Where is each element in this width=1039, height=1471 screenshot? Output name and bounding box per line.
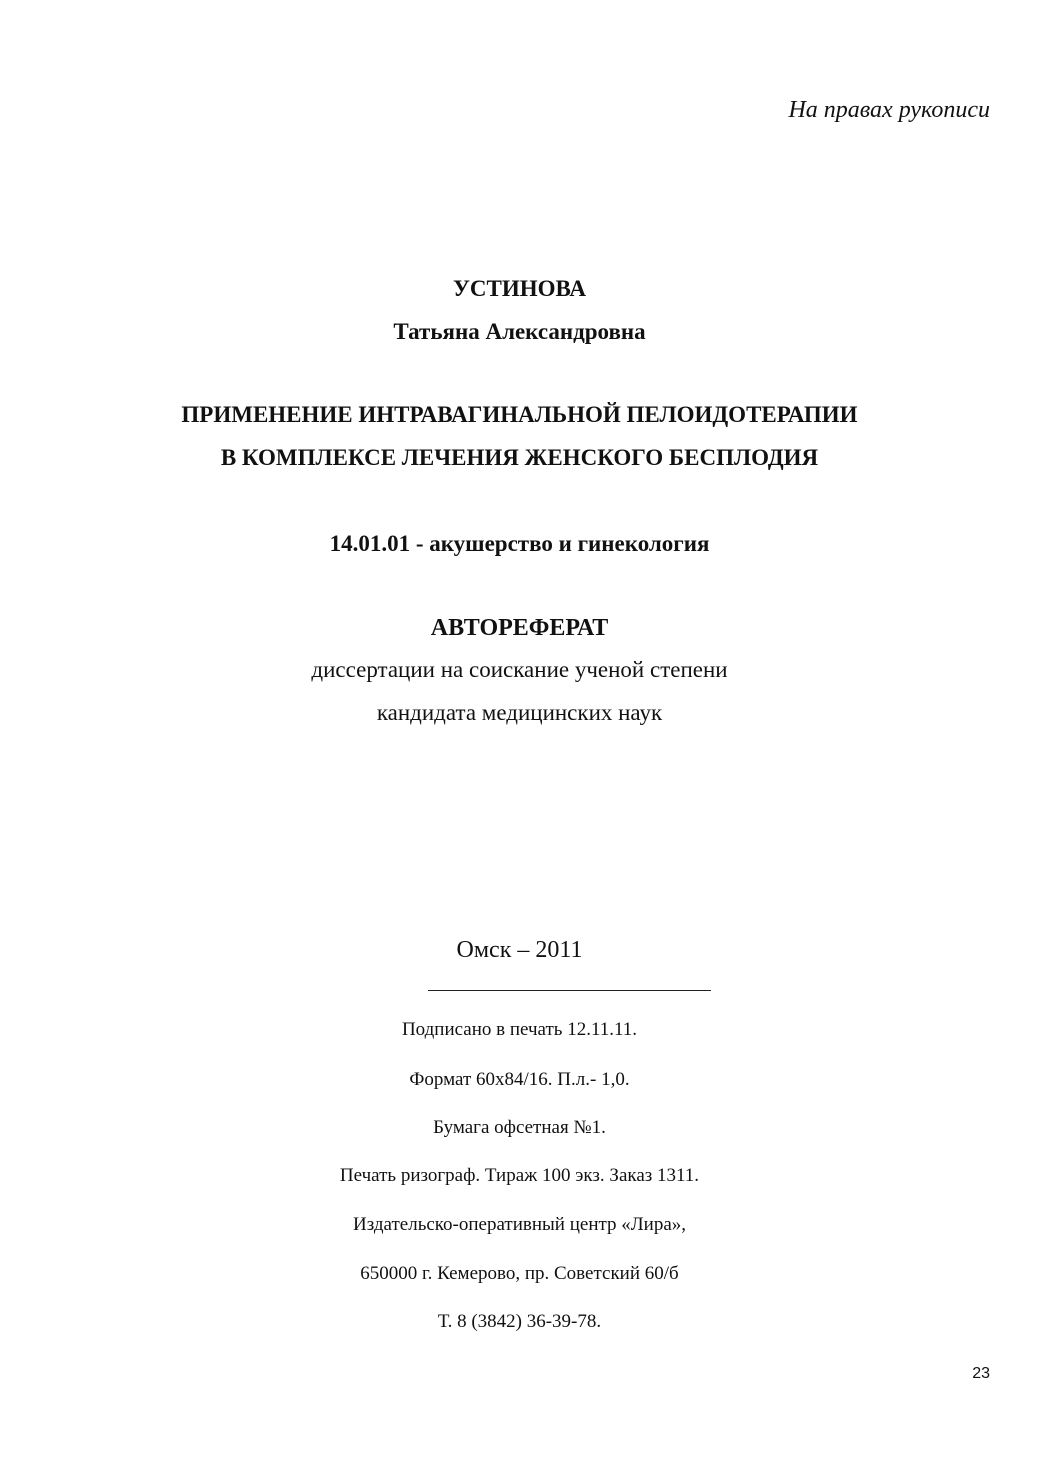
manuscript-note: На правах рукописи bbox=[788, 97, 990, 123]
document-type-heading: АВТОРЕФЕРАТ bbox=[430, 615, 609, 641]
author-surname: УСТИНОВА bbox=[452, 276, 586, 301]
title-line-2: В КОМПЛЕКСЕ ЛЕЧЕНИЯ ЖЕНСКОГО БЕСПЛОДИЯ bbox=[220, 445, 819, 470]
specialty: 14.01.01 - акушерство и гинекология bbox=[329, 531, 710, 556]
imprint-line: Формат 60х84/16. П.л.- 1,0. bbox=[409, 1069, 630, 1090]
place-year: Омск – 2011 bbox=[456, 937, 583, 963]
imprint-line: Печать ризограф. Тираж 100 экз. Заказ 1311. bbox=[339, 1165, 700, 1186]
imprint-line: Бумага офсетная №1. bbox=[433, 1117, 606, 1138]
page-number: 23 bbox=[972, 1365, 990, 1382]
imprint-line: Т. 8 (3842) 36-39-78. bbox=[437, 1311, 602, 1332]
imprint-line: Издательско-оперативный центр «Лира», bbox=[352, 1214, 687, 1235]
title-line-1: ПРИМЕНЕНИЕ ИНТРАВАГИНАЛЬНОЙ ПЕЛОИДОТЕРАПИИ bbox=[181, 402, 858, 427]
author-given-names: Татьяна Александровна bbox=[393, 319, 646, 344]
imprint-line: 650000 г. Кемерово, пр. Советский 60/б bbox=[360, 1263, 679, 1284]
document-type-line-2: кандидата медицинских наук bbox=[376, 700, 663, 725]
document-type-line-1: диссертации на соискание ученой степени bbox=[311, 657, 728, 682]
imprint-line: Подписано в печать 12.11.11. bbox=[401, 1019, 638, 1040]
separator-line bbox=[428, 990, 711, 991]
